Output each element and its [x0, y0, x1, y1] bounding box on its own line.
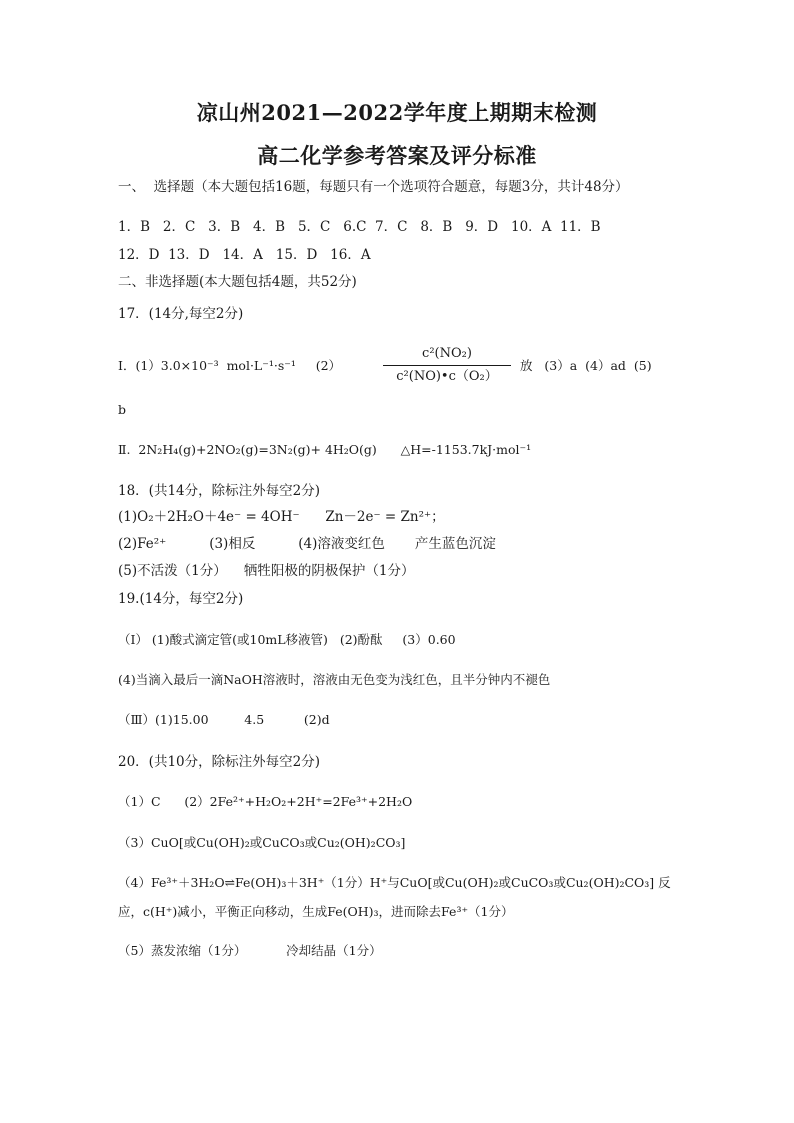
question-19-line-2: (4)当滴入最后一滴NaOH溶液时，溶液由无色变为浅红色，且半分钟内不褪色 — [118, 672, 551, 687]
question-17-part-1-tail: 放 (3）a (4）ad (5) — [520, 358, 652, 373]
fraction-numerator: c²(NO₂) — [422, 346, 472, 361]
question-19-heading: 19.(14分，每空2分) — [118, 591, 244, 607]
document-subtitle: 高二化学参考答案及评分标准 — [257, 143, 537, 168]
document-title: 凉山州2021—2022学年度上期期末检测 — [196, 100, 598, 125]
equilibrium-constant-fraction — [383, 345, 511, 386]
question-17-part-1-b: b — [118, 402, 127, 417]
section-1-heading: 一、 选择题（本大题包括16题，每题只有一个选项符合题意，每题3分，共计48分） — [118, 179, 629, 195]
section-2-heading: 二、非选择题(本大题包括4题，共52分) — [118, 274, 357, 290]
question-18-heading: 18．(共14分，除标注外每空2分) — [118, 483, 320, 499]
fraction-denominator: c²(NO)•c（O₂） — [396, 369, 498, 384]
question-20-heading: 20．(共10分，除标注外每空2分) — [118, 754, 320, 770]
question-19-line-3: （Ⅲ）(1)15.00 4.5 (2)d — [118, 712, 330, 727]
fraction-bar — [383, 365, 511, 366]
question-20-line-1: （1）C (2）2Fe²⁺+H₂O₂+2H⁺=2Fe³⁺+2H₂O — [118, 794, 413, 809]
question-20-line-4b: 应，c(H⁺)减小，平衡正向移动，生成Fe(OH)₃，进而除去Fe³⁺（1分） — [118, 904, 514, 919]
question-17-heading: 17．(14分,每空2分) — [118, 306, 244, 322]
question-20-line-5: （5）蒸发浓缩（1分） 冷却结晶（1分） — [118, 943, 382, 958]
question-19-line-1: （Ⅰ） (1)酸式滴定管(或10mL移液管) (2)酚酞 (3）0.60 — [118, 632, 456, 647]
question-17-part-1: Ⅰ．(1）3.0×10⁻³ mol·L⁻¹·s⁻¹ (2） — [118, 358, 342, 373]
mc-answers-row-1: 1．B 2．C 3．B 4．B 5．C 6.C 7．C 8．B 9．D 10．A 11．B — [118, 219, 601, 235]
question-18-line-3: (5)不活泼（1分） 牺牲阳极的阴极保护（1分） — [118, 563, 415, 579]
question-18-line-2: (2)Fe²⁺ (3)相反 (4)溶液变红色 产生蓝色沉淀 — [118, 536, 496, 552]
question-18-line-1: (1)O₂＋2H₂O＋4e⁻ = 4OH⁻ Zn－2e⁻ = Zn²⁺； — [118, 509, 445, 525]
question-20-line-4a: （4）Fe³⁺＋3H₂O⇌Fe(OH)₃＋3H⁺（1分）H⁺与CuO[或Cu(OH)₂或CuCO₃或Cu₂(OH)₂CO₃] 反 — [118, 875, 671, 890]
question-17-part-2: Ⅱ. 2N₂H₄(g)+2NO₂(g)=3N₂(g)+ 4H₂O(g) △H=-1153.7kJ·mol⁻¹ — [118, 442, 532, 457]
question-20-line-3: （3）CuO[或Cu(OH)₂或CuCO₃或Cu₂(OH)₂CO₃] — [118, 835, 406, 850]
mc-answers-row-2: 12．D 13．D 14．A 15．D 16．A — [118, 247, 371, 263]
